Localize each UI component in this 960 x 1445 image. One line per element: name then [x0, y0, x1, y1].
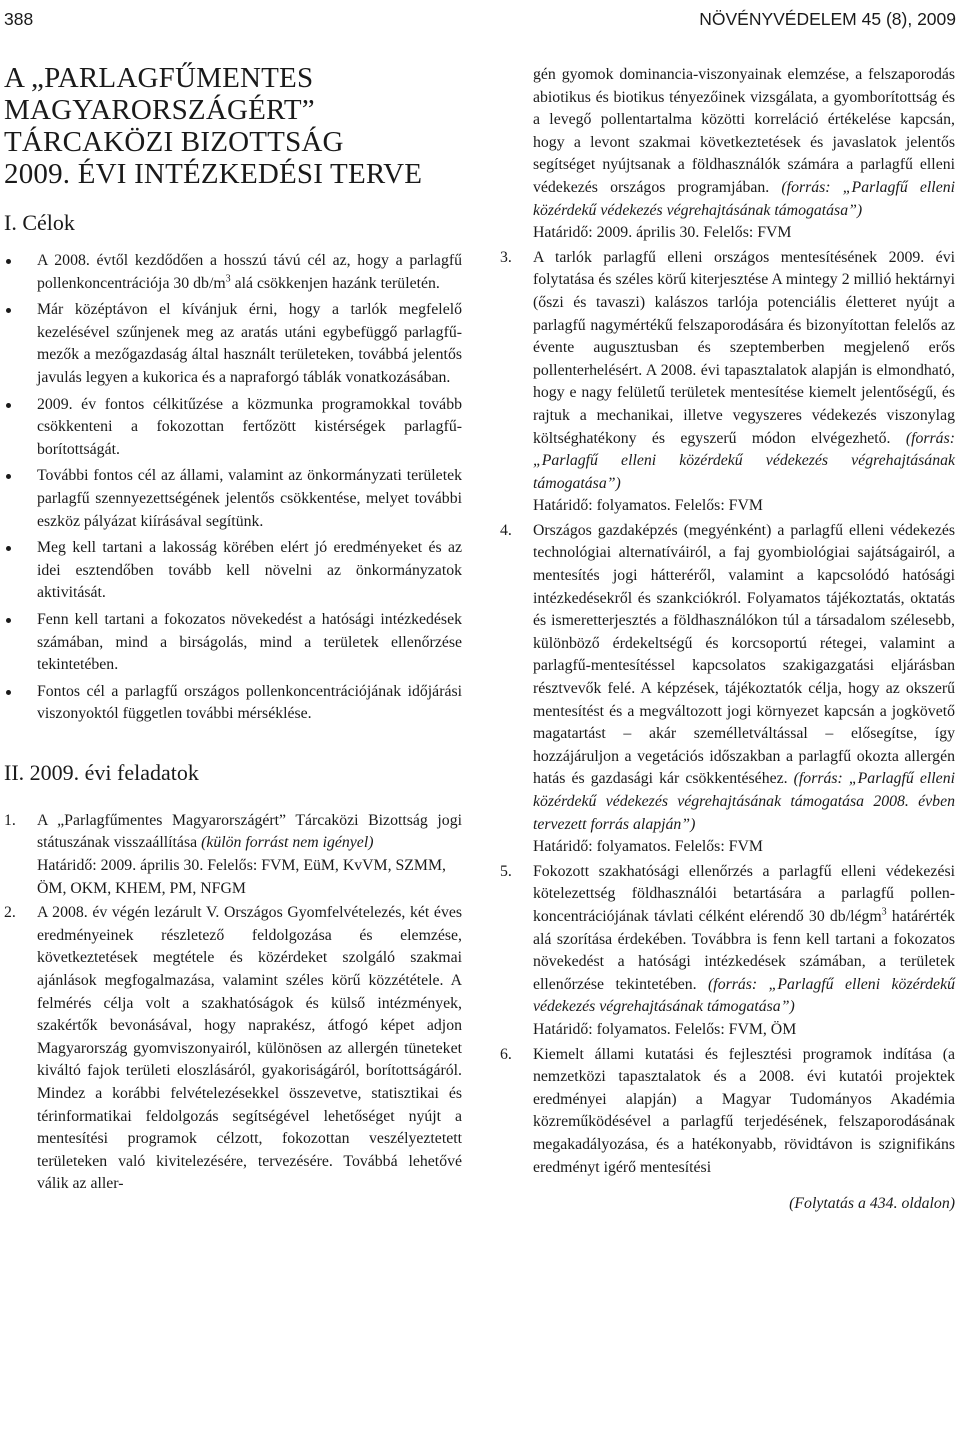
goals-list [4, 250, 462, 726]
tasks-list [4, 810, 462, 1196]
title-line: A „PARLAGFŰMENTES [4, 62, 314, 94]
task-item: 3. A tarlók parlagfű elleni országos mentesítésének 2009. évi folytatása és széles körű kiterjesztése A mintegy 2 millió hektárnyi (őszi és tavaszi) kalászos tarlója potenciális életteret nyújt a parlagfű nagymértékű felszaporodására és bizonyítottan felelős az évente augusztusban és szeptemberben megjelenő erős pollenterhelésért. A 2008. évi tapasztalatok alapján is elmondható, hogy e nagy felületű területek mentesítése kiemelt jelentőségű, és rajtuk a mechanikai, illetve vegyszeres védekezés viszonylag költséghatékony és egyszerű módon elvégezhető. (forrás: „Parlagfű elleni közérdekű védekezés végrehajtásának támogatása”) Határidő: folyamatos. Felelős: FVM [500, 247, 955, 518]
task-number: 5. [500, 862, 512, 880]
task-item: 2. A 2008. év végén lezárult V. Országos Gyomfelvételezés, két éves eredményeinek részletező feldolgozása és elemzése, következtetések megtétele és közérdeket szolgáló szakmai ajánlások megfogalmazása, valamint széles körű közzététele. A felmérés célja volt a szakhatóságok és külső intézmények, szakértők bevonásával, hogy naprakész, átfogó képet adjon Magyarország gyomviszonyairól, különösen az allergén tüneteket kiváltó fajok területi eloszlásáról, gyakoriságáról, borítottságáról. Mindez a korábbi felvételezésekkel összevetve, statisztikai és térinformatikai feldolgozás segítségével lehetőséget nyújt a mentesítési programok célzott, fokozottan veszélyeztetett területeken való kivitelezésére, tervezésére. Továbbá lehetővé válik az aller- [4, 904, 462, 1193]
task-number: 6. [500, 1045, 512, 1063]
right-column [500, 64, 955, 1216]
task-item-continued: gén gyomok dominancia-viszonyainak elemzése, a felszaporodás abiotikus és biotikus tényezőinek vizsgálata, a gyomborítottság és a levegő pollentartalma közötti korreláció értékelése kapcsán, hogy a levont szakmai következtetések és javaslatok jelentős segítséget nyújtsanak a földhasználók számára a parlagfű elleni védekezés országos programjában. (forrás: „Parlagfű elleni közérdekű védekezés végrehajtásának támogatása”) Határidő: 2009. április 30. Felelős: FVM [500, 64, 955, 245]
left-column [4, 62, 462, 1198]
article-title [4, 62, 434, 190]
bullet-icon [6, 403, 11, 408]
task-number: 3. [500, 248, 512, 266]
tasks-list-continued [500, 64, 955, 1179]
title-line: MAGYARORSZÁGÉRT” [4, 94, 315, 126]
bullet-icon [6, 474, 11, 479]
task-number: 1. [4, 811, 16, 829]
task-number: 4. [500, 521, 512, 539]
list-item: Fenn kell tartani a fokozatos növekedést a hatósági intézkedések számában, mind a birságolás, mind a területek ellenőrzése tekintetében. [4, 609, 462, 677]
task-item: 5. Fokozott szakhatósági ellenőrzés a parlagfű elleni védekezési kötelezettség földhasználói betartására a parlagfű pollen-koncentrációjának távlati célként elérendő 30 db/légm$^3$ határérték alá szorítása érdekében. Továbbra is fenn kell tartani a fokozatos növekedést a hatósági intézkedések számában, a területek ellenőrzése tekintetében. (forrás: „Parlagfű elleni közérdekű védekezés végrehajtásának támogatása”) Határidő: folyamatos. Felelős: FVM, ÖM [500, 861, 955, 1042]
task-deadline: Határidő: 2009. április 30. Felelős: FVM [533, 224, 792, 242]
list-item: Meg kell tartani a lakosság körében elért jó eredményeket és az idei esztendőben tovább kell növelni az önkormányzatok aktivitását. [4, 537, 462, 605]
list-item: A 2008. évtől kezdődően a hosszú távú cél az, hogy a parlagfű pollenkoncentrációja 30 $db/m^3$ alá csökkenjen hazánk területén. [4, 250, 462, 295]
list-item: Már középtávon el kívánjuk érni, hogy a tarlók megfelelő kezelésével szűnjenek meg az aratás utáni egybefüggő parlagfű-mezők a mezőgazdaság által használt területeken, továbbá jelentős javulás legyen a kukorica és a napraforgó táblák vonatkozásában. [4, 299, 462, 389]
bullet-icon [6, 690, 11, 695]
page-header [4, 4, 956, 34]
bullet-icon [6, 308, 11, 313]
journal-info: NÖVÉNYVÉDELEM 45 (8), 2009 [699, 8, 956, 29]
bullet-icon [6, 618, 11, 623]
bullet-icon [6, 259, 11, 264]
task-number: 2. [4, 904, 16, 922]
task-item: 1. A „Parlagfűmentes Magyarországért” Tárcaközi Bizottság jogi státuszának visszaállítása (külön forrást nem igényel) Határidő: 2009. április 30. Felelős: FVM, EüM, KvVM, SZMM, ÖM, OKM, KHEM, PM, NFGM [4, 810, 462, 900]
page-number: 388 [4, 8, 34, 29]
list-item: További fontos cél az állami, valamint az önkormányzati területek parlagfű szennyezettségének jelentős csökkentése, melyet további eszköz pályázat kiírásával segítünk. [4, 465, 462, 533]
task-deadline: Határidő: folyamatos. Felelős: FVM [533, 497, 763, 515]
task-deadline: Határidő: folyamatos. Felelős: FVM [533, 838, 763, 856]
section-heading-goals: I. Célok [4, 210, 75, 235]
section-heading-tasks: II. 2009. évi feladatok [4, 759, 199, 785]
list-item: 2009. év fontos célkitűzése a közmunka programokkal tovább csökkenteni a fokozottan fertőzött kistérségek parlagfű-borítottságát. [4, 394, 462, 462]
title-line: TÁRCAKÖZI BIZOTTSÁG [4, 126, 344, 158]
task-item: 6. Kiemelt állami kutatási és fejlesztési programok indítása (a nemzetközi tapasztalatok és a 2008. évi kutatói projektek eredményei alapján) a Magyar Tudományos Akadémia közreműködésével a parlagfű terjedésének, felszaporodásának megakadályozása, és a hatékonyabb, rövidtávon is szignifikáns eredményt igérő mentesítési [500, 1045, 955, 1176]
task-deadline: Határidő: folyamatos. Felelős: FVM, ÖM [533, 1020, 797, 1038]
task-item: 4. Országos gazdaképzés (megyénként) a parlagfű elleni védekezés technológiai alternatíváiról, a faj gyombiológiai sajátságairól, a mentesítés jogi hátteréről, valamint a kapcsolódó hatósági intézkedésekről és szankciókról. Folyamatos tájékoztatás, oktatás és ismeretterjesztés a földhasználókon túl a társadalom szélesebb, különböző érdekeltségű és korcsoportú rétegei, valamint a parlagfű-mentesítéssel kapcsolatos szakigazgatási eljárásban résztvevők felé. A képzések, tájékoztatók célja, hogy az okszerű mentesítést és a megváltozott jogi környezet kapcsán a jogkövető magatartást – akár személletváltással – elősegítse, így hozzájáruljon a vegetációs időszakban a parlagfű okozta allergén hatás és gazdasági kár csökkentéséhez. (forrás: „Parlagfű elleni közérdekű védekezés végrehajtásának támogatása 2008. évben tervezett forrás alapján”) Határidő: folyamatos. Felelős: FVM [500, 520, 955, 859]
bullet-icon [6, 546, 11, 551]
task-deadline: Határidő: 2009. április 30. Felelős: FVM, EüM, KvVM, SZMM, ÖM, OKM, KHEM, PM, NFGM [37, 857, 446, 897]
title-line: 2009. ÉVI INTÉZKEDÉSI TERVE [4, 158, 423, 190]
list-item: Fontos cél a parlagfű országos pollenkoncentrációjának időjárási viszonyoktól független további mérséklése. [4, 681, 462, 726]
continued-note: (Folytatás a 434. oldalon) [789, 1195, 955, 1213]
